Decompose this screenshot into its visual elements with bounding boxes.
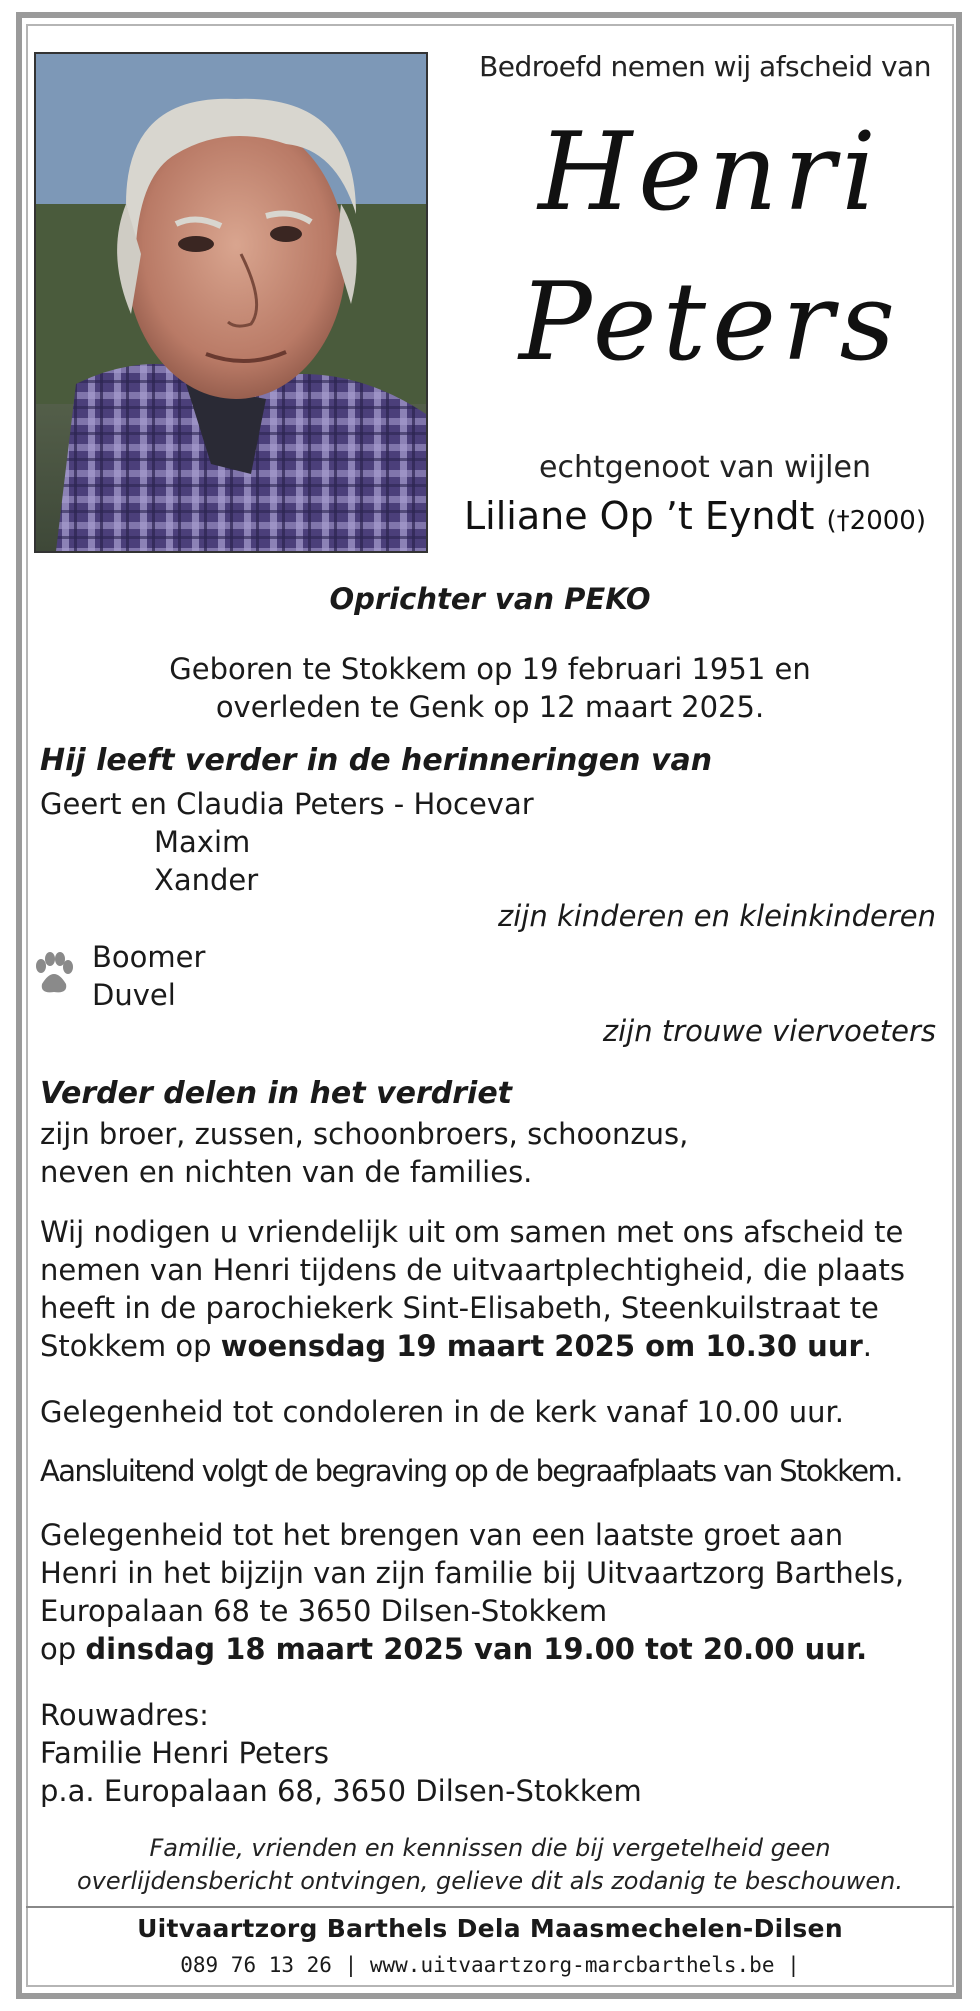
spouse-name-line bbox=[440, 494, 950, 538]
spouse-death-year: (†2000) bbox=[826, 506, 926, 536]
farewell-line: Henri in het bijzijn van zijn familie bij Uitvaartzorg Barthels, bbox=[40, 1556, 905, 1590]
burial-text: Aansluitend volgt de begraving op de begraafplaats van Stokkem. bbox=[40, 1454, 902, 1488]
grief-heading: Verder delen in het verdriet bbox=[40, 1076, 513, 1111]
portrait-photo bbox=[34, 52, 428, 553]
address-label: Rouwadres: bbox=[40, 1698, 209, 1732]
memories-heading: Hij leeft verder in de herinneringen van bbox=[40, 743, 713, 778]
spouse-label: echtgenoot van wijlen bbox=[539, 450, 871, 485]
farewell-datetime: dinsdag 18 maart 2025 van 19.00 tot 20.00 uur. bbox=[85, 1632, 868, 1666]
pet-name: Boomer bbox=[92, 940, 206, 974]
ceremony-datetime: woensdag 19 maart 2025 om 10.30 uur bbox=[220, 1329, 863, 1363]
grandchild-name: Maxim bbox=[154, 825, 251, 859]
paw-icon bbox=[32, 952, 74, 996]
ceremony-date-line bbox=[40, 1327, 872, 1365]
address-name: Familie Henri Peters bbox=[40, 1736, 330, 1770]
farewell-line: Europalaan 68 te 3650 Dilsen-Stokkem bbox=[40, 1594, 608, 1628]
birth-death-text bbox=[34, 650, 946, 726]
birth-line: Geboren te Stokkem op 19 februari 1951 en bbox=[169, 652, 811, 686]
note-line: Familie, vrienden en kennissen die bij vergetelheid geen bbox=[149, 1834, 831, 1862]
pet-name: Duvel bbox=[92, 978, 176, 1012]
ceremony-suffix: . bbox=[862, 1329, 872, 1363]
address-street: p.a. Europalaan 68, 3650 Dilsen-Stokkem bbox=[40, 1774, 642, 1808]
pets-caption: zijn trouwe viervoeters bbox=[602, 1014, 936, 1048]
condolence-text: Gelegenheid tot condoleren in de kerk vanaf 10.00 uur. bbox=[40, 1395, 844, 1429]
ceremony-prefix: Stokkem op bbox=[40, 1329, 221, 1363]
grief-line: zijn broer, zussen, schoonbroers, schoonzus, bbox=[40, 1117, 689, 1151]
funeral-home-name: Uitvaartzorg Barthels Dela Maasmechelen-Dilsen bbox=[137, 1914, 843, 1943]
ceremony-line: Wij nodigen u vriendelijk uit om samen met ons afscheid te bbox=[40, 1215, 904, 1249]
spouse-name: Liliane Op ’t Eyndt bbox=[463, 494, 815, 538]
note-line: overlijdensbericht ontvingen, gelieve dit als zodanig te beschouwen. bbox=[76, 1867, 904, 1895]
footer-divider bbox=[26, 1906, 954, 1908]
farewell-prefix: op bbox=[40, 1632, 86, 1666]
grief-line: neven en nichten van de families. bbox=[40, 1155, 533, 1189]
ceremony-line: nemen van Henri tijdens de uitvaartplechtigheid, die plaats bbox=[40, 1253, 905, 1287]
footer-note bbox=[34, 1832, 946, 1898]
family-caption: zijn kinderen en kleinkinderen bbox=[498, 899, 936, 933]
family-children: Geert en Claudia Peters - Hocevar bbox=[40, 787, 534, 821]
last-name: Peters bbox=[518, 260, 902, 385]
farewell-date-line bbox=[40, 1630, 867, 1668]
ceremony-line: heeft in de parochiekerk Sint-Elisabeth, Steenkuilstraat te bbox=[40, 1291, 879, 1325]
grandchild-name: Xander bbox=[154, 863, 259, 897]
founder-line: Oprichter van PEKO bbox=[329, 582, 651, 616]
intro-text: Bedroefd nemen wij afscheid van bbox=[479, 50, 931, 83]
first-name: Henri bbox=[538, 110, 882, 235]
death-line: overleden te Genk op 12 maart 2025. bbox=[215, 690, 765, 724]
farewell-line: Gelegenheid tot het brengen van een laatste groet aan bbox=[40, 1518, 844, 1552]
contact-info: 089 76 13 26 | www.uitvaartzorg-marcbarthels.be | bbox=[180, 1953, 800, 1977]
